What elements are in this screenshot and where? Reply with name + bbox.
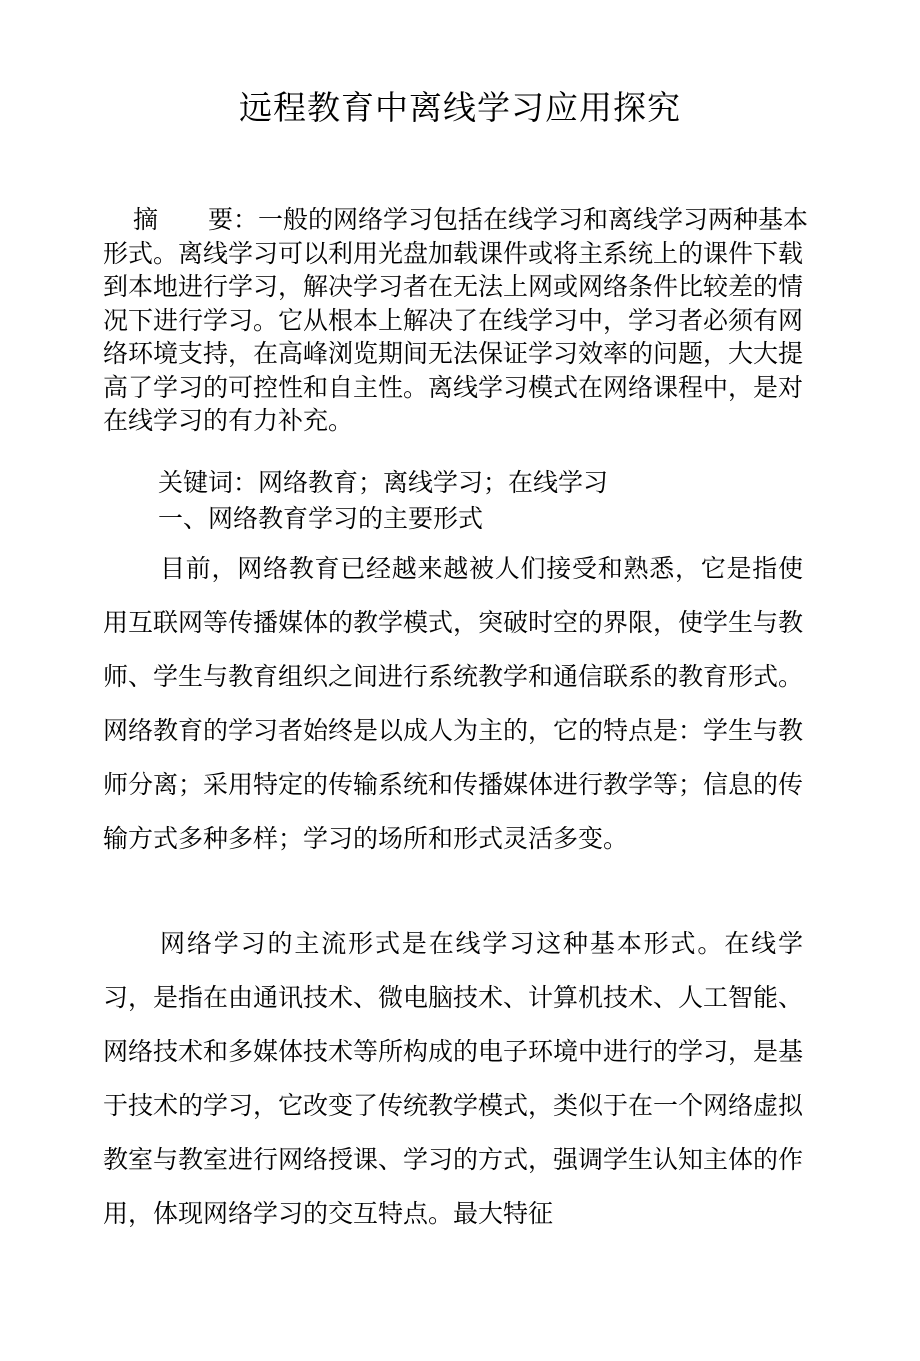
abstract-text: 一般的网络学习包括在线学习和离线学习两种基本形式。离线学习可以利用光盘加载课件或将主系统上的课件下载到本地进行学习，解决学习者在无法上网或网络条件比较差的情况下进行学习。它从根本上解决了在线学习中，学习者必须有网络环境支持，在高峰浏览期间无法保证学习效率的问题，大大提高了学习的可控性和自主性。离线学习模式在网络课程中，是对在线学习的有力补充。 [103,205,809,435]
abstract [103,203,823,438]
section-heading: 一、网络教育学习的主要形式 [158,504,484,533]
abstract-label-part-1: 摘 [133,205,159,234]
abstract-label-part-2: 要： [208,205,259,234]
body-paragraph: 目前，网络教育已经越来越被人们接受和熟悉，它是指使用互联网等传播媒体的教学模式，突破时空的界限，使学生与教师、学生与教育组织之间进行系统教学和通信联系的教育形式。网络教育的学习者始终是以成人为主的，它的特点是：学生与教师分离；采用特定的传输系统和传播媒体进行教学等；信息的传输方式多种多样；学习的场所和形式灵活多变。 [103,554,804,853]
keywords: 关键词：网络教育；离线学习；在线学习 [158,468,609,497]
body-paragraph: 网络学习的主流形式是在线学习这种基本形式。在线学习，是指在由通讯技术、微电脑技术、计算机技术、人工智能、网络技术和多媒体技术等所构成的电子环境中进行的学习，是基于技术的学习，它改变了传统教学模式，类似于在一个网络虚拟教室与教室进行网络授课、学习的方式，强调学生认知主体的作用，体现网络学习的交互特点。最大特征 [103,929,804,1228]
document-title: 远程教育中离线学习应用探究 [239,88,681,127]
